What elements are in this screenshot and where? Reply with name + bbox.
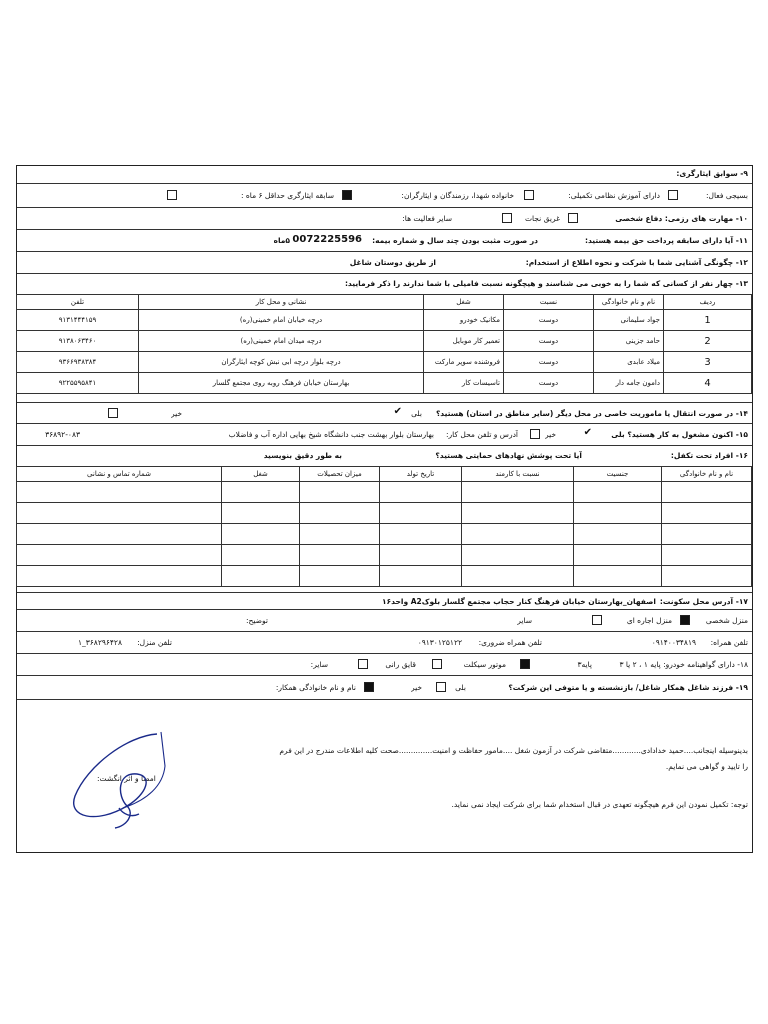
sec18-boat: قایق رانی [385, 660, 416, 669]
references-header-phone: تلفن [17, 295, 139, 310]
dependents-header-row [17, 467, 752, 482]
sec14-yes: بلی [411, 409, 422, 418]
references-header-job: شغل [424, 295, 504, 310]
sec17-mobile: ۰۹۱۴۰۰۳۴۸۱۹ [651, 638, 696, 647]
sec10-rescue-checkbox[interactable] [502, 213, 512, 223]
sec17-housing-row [17, 610, 752, 632]
dependents-header-job: شغل [222, 467, 300, 482]
sec9-family-checkbox[interactable] [524, 190, 534, 200]
sec12-text: ۱۲- چگونگی آشنایی شما با شرکت و نحوه اطلاع از استخدام: [525, 258, 748, 267]
reference-phone[interactable]: ۹۲۲۵۵۹۵۸۴۱ [17, 373, 139, 394]
references-header-relation: نسبت [504, 295, 594, 310]
sec13-title: ۱۳- چهار نفر از کسانی که شما را به خوبی می شناسند و هیچگونه نسبت فامیلی با شما ندارند را ذکر فرمایید: [344, 279, 748, 288]
sec9-title: ۹- سوابق ایثارگری: [676, 169, 748, 178]
dependents-header-name: نام و نام خانوادگی [662, 467, 752, 482]
table-row [17, 373, 752, 394]
sec15-no: خیر [544, 430, 556, 439]
sec16-question: آیا تحت پوشش نهادهای حمایتی هستید؟ [435, 451, 582, 460]
reference-job[interactable]: تعمیر کار موبایل [424, 331, 504, 352]
reference-address[interactable]: درچه میدان امام خمینی(ره) [139, 331, 424, 352]
sec12-row [17, 252, 752, 274]
sec17-address: اصفهان_بهارستان خیابان فرهنگ کنار حجاب مجتمع گلسار بلوکA2 واحد۱۶ [381, 597, 656, 606]
table-row[interactable] [17, 566, 752, 587]
sec9-options-row [17, 184, 752, 208]
reference-num: 4 [664, 373, 752, 394]
table-row [17, 352, 752, 373]
references-table [16, 294, 752, 394]
sec16-title: ۱۶- افراد تحت تکفل: [670, 451, 748, 460]
reference-relation[interactable]: دوست [504, 352, 594, 373]
sec17-title: ۱۷- آدرس محل سکونت: [659, 597, 748, 606]
sec18-grade: پایه۳ [577, 660, 592, 669]
references-header-name: نام و نام خانوادگی [594, 295, 664, 310]
references-header-address: نشانی و محل کار [139, 295, 424, 310]
reference-job[interactable]: تاسیسات کار [424, 373, 504, 394]
signature [57, 726, 187, 836]
sec18-other: سایر: [310, 660, 328, 669]
sec14-yes-check-icon[interactable]: ✔ [393, 406, 402, 417]
dependents-header-education: میزان تحصیلات [300, 467, 380, 482]
sec18-text: ۱۸- دارای گواهینامه خودرو: پایه ۱ ، ۲ یا ۳ [619, 660, 748, 669]
reference-num: 2 [664, 331, 752, 352]
sec19-row [17, 676, 752, 700]
reference-name[interactable]: میلاد عابدی [594, 352, 664, 373]
sec10-selfdefense-checkbox[interactable] [568, 213, 578, 223]
reference-job[interactable]: مکانیک خودرو [424, 310, 504, 331]
declaration-note: توجه: تکمیل نمودن این فرم هیچگونه تعهدی در قبال استخدام شما برای شرکت ایجاد نمی نماید. [451, 800, 748, 809]
sec15-phone: ۳۶۸۹۲-۰۸۳ [45, 430, 80, 439]
sec9-training: دارای آموزش نظامی تکمیلی: [568, 191, 660, 200]
sec17-emergency: ۰۹۱۳۰۱۲۵۱۲۲ [417, 638, 462, 647]
sec10-other: سایر فعالیت ها: [402, 214, 452, 223]
table-row[interactable] [17, 503, 752, 524]
sec17-rent: منزل اجاره ای [626, 616, 672, 625]
reference-name[interactable]: دامون جامه دار [594, 373, 664, 394]
sec13-title-row [17, 274, 752, 294]
sec10-title: ۱۰- مهارت های رزمی: دفاع شخصی [615, 214, 748, 223]
sec17-phones-row [17, 632, 752, 654]
sec19-yes: بلی [455, 683, 466, 692]
dependents-table [16, 466, 752, 587]
sec17-desc: توضیح: [246, 616, 268, 625]
reference-num: 1 [664, 310, 752, 331]
sec9-training-checkbox[interactable] [668, 190, 678, 200]
sec19-name: نام و نام خانوادگی همکار: [275, 683, 356, 692]
sec17-own: منزل شخصی [705, 616, 748, 625]
sec19-no: خیر [410, 683, 422, 692]
reference-address[interactable]: درچه خیابان امام خمینی(ره) [139, 310, 424, 331]
sec11-insurance-number: 0072225596 [292, 234, 362, 245]
sec16-title-row [17, 446, 752, 466]
sec17-mobile-label: تلفن همراه: [710, 638, 748, 647]
sec19-yes-checkbox[interactable] [436, 682, 446, 692]
sec11-question: ۱۱- آیا دارای سابقه پرداخت حق بیمه هستید: [584, 236, 748, 245]
declaration-line2: را تایید و گواهی می نمایم. [665, 762, 748, 771]
reference-num: 3 [664, 352, 752, 373]
sec15-no-checkbox[interactable] [530, 429, 540, 439]
sec10-rescue: غریق نجات [524, 214, 560, 223]
sec9-record: سابقه ایثارگری حداقل ۶ ماه : [240, 191, 334, 200]
sec9-record-months-box[interactable] [167, 190, 177, 200]
sec12-answer: از طریق دوستان شاغل [349, 258, 436, 267]
references-header-row [17, 295, 752, 310]
table-row[interactable] [17, 524, 752, 545]
sec15-yes-check-icon[interactable]: ✔ [583, 427, 592, 438]
reference-name[interactable]: حامد جزینی [594, 331, 664, 352]
sec15-address-label: آدرس و تلفن محل کار: [446, 430, 518, 439]
reference-relation[interactable]: دوست [504, 373, 594, 394]
sec9-family: خانواده شهدا، رزمندگان و ایثارگران: [401, 191, 514, 200]
dependents-header-relation: نسبت با کارمند [462, 467, 574, 482]
sec14-row [17, 402, 752, 424]
sec11-answer: در صورت مثبت بودن چند سال و شماره بیمه: [372, 236, 538, 245]
sec18-license-checkbox[interactable] [520, 659, 530, 669]
sec11-months: ۵ماه [273, 236, 290, 245]
sec17-rent-checkbox[interactable] [592, 615, 602, 625]
sec10-row [17, 208, 752, 230]
reference-address[interactable]: بهارستان خیابان فرهنگ روبه روی مجتمع گلسار [139, 373, 424, 394]
dependents-header-contact: شماره تماس و نشانی [17, 467, 222, 482]
sec18-boat-checkbox[interactable] [358, 659, 368, 669]
sec11-row [17, 230, 752, 252]
reference-relation[interactable]: دوست [504, 331, 594, 352]
sec17-own-checkbox[interactable] [680, 615, 690, 625]
sec18-row [17, 654, 752, 676]
table-row [17, 331, 752, 352]
dependents-header-gender: جنسیت [574, 467, 662, 482]
sec9-title-row [17, 166, 752, 184]
reference-phone[interactable]: ۹۱۳۱۴۴۴۱۵۹ [17, 310, 139, 331]
sec17-address-row [17, 592, 752, 610]
reference-phone[interactable]: ۹۳۶۶۹۳۸۳۸۴ [17, 352, 139, 373]
sec14-question: ۱۴- در صورت انتقال یا ماموریت خاصی در محل دیگر (سایر مناطق در استان) هستید؟ [435, 409, 748, 418]
reference-relation[interactable]: دوست [504, 310, 594, 331]
sec17-home: ۳۶۸۲۹۶۴۲۸_۱ [77, 638, 122, 647]
declaration-line1: بدینوسیله اینجانب....حمید خدادادی............متقاضی شرکت در آزمون شغل ....مامور حفاظت و امنیت..............صحت کلیه اطلاعات مندرج در این فرم [279, 746, 748, 755]
reference-job[interactable]: فروشنده سوپر مارکت [424, 352, 504, 373]
reference-phone[interactable]: ۹۱۳۸۰۶۳۴۶۰ [17, 331, 139, 352]
sec15-question: ۱۵- اکنون مشغول به کار هستید؟ بلی [611, 430, 748, 439]
sec14-no: خیر [170, 409, 182, 418]
sec16-note: به طور دقیق بنویسید [263, 451, 342, 460]
reference-address[interactable]: درچه بلوار درچه ابی نبش کوچه ایثارگران [139, 352, 424, 373]
sec18-moto: موتور سیکلت [463, 660, 506, 669]
table-row[interactable] [17, 545, 752, 566]
sec19-question: ۱۹- فرزند شاغل همکار شاغل/ بازنشسته و یا متوفی این شرکت؟ [508, 683, 748, 692]
sec17-home-label: تلفن منزل: [137, 638, 172, 647]
reference-name[interactable]: جواد سلیمانی [594, 310, 664, 331]
declaration-sign: امضا و اثر انگشت: [97, 774, 156, 783]
dependents-header-birthdate: تاریخ تولد [380, 467, 462, 482]
employment-form [16, 165, 753, 853]
table-row [17, 310, 752, 331]
sec15-address: بهارستان بلوار بهشت جنب دانشگاه شیخ بهایی اداره آب و فاضلاب [228, 430, 434, 439]
sec18-moto-checkbox[interactable] [432, 659, 442, 669]
references-header-num: ردیف [664, 295, 752, 310]
sec17-other: سایر [517, 616, 532, 625]
sec9-basij: بسیجی فعال: [706, 191, 748, 200]
sec17-emergency-label: تلفن همراه ضروری: [478, 638, 542, 647]
sec19-no-checkbox[interactable] [364, 682, 374, 692]
table-row[interactable] [17, 482, 752, 503]
sec14-no-checkbox[interactable] [108, 408, 118, 418]
sec9-record-checkbox[interactable] [342, 190, 352, 200]
sec15-row [17, 424, 752, 446]
